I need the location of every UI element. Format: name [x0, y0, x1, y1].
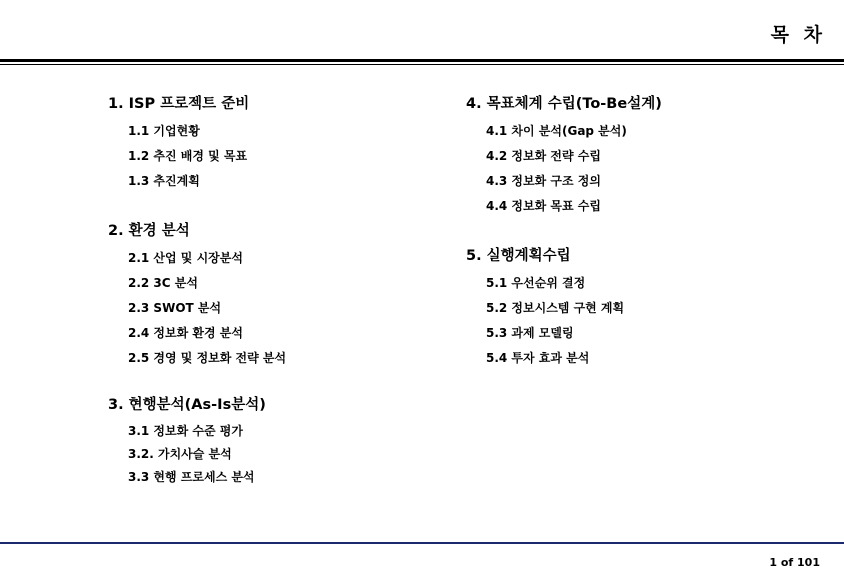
toc-left-column [108, 93, 438, 489]
toc-section-5 [466, 245, 806, 371]
header-divider-thick [0, 59, 844, 62]
sub-list [108, 420, 438, 489]
toc-section-2 [108, 220, 438, 371]
sub-list [108, 119, 438, 194]
toc-section-3 [108, 394, 438, 489]
sub-item: 2.4 정보화 환경 분석 [128, 326, 243, 340]
sub-item: 4.2 정보화 전략 수립 [486, 149, 601, 163]
sub-list [466, 271, 806, 371]
sub-item: 1.1 기업현황 [128, 124, 200, 138]
sub-item: 5.1 우선순위 결정 [486, 276, 586, 290]
sub-item: 3.1 정보화 수준 평가 [128, 424, 243, 438]
toc-section-4 [466, 93, 806, 219]
sub-item: 4.3 정보화 구조 정의 [486, 174, 601, 188]
section-heading: 4. 목표체계 수립(To-Be설계) [466, 96, 662, 112]
footer-divider [0, 542, 844, 544]
sub-item: 4.4 정보화 목표 수립 [486, 199, 601, 213]
toc-section-1 [108, 93, 438, 194]
sub-item: 2.3 SWOT 분석 [128, 301, 222, 315]
sub-item: 4.1 차이 분석(Gap 분석) [486, 124, 627, 138]
toc-right-column [466, 93, 806, 371]
section-heading: 2. 환경 분석 [108, 223, 190, 239]
sub-item: 5.3 과제 모델링 [486, 326, 574, 340]
page-number: 1 of 101 [769, 556, 820, 569]
section-heading: 3. 현행분석(As-Is분석) [108, 397, 266, 413]
sub-item: 2.2 3C 분석 [128, 276, 198, 290]
sub-item: 5.2 정보시스템 구현 계획 [486, 301, 625, 315]
sub-item: 1.2 추진 배경 및 목표 [128, 149, 248, 163]
page-title: 목 차 [770, 24, 826, 46]
sub-list [108, 246, 438, 371]
sub-item: 5.4 투자 효과 분석 [486, 351, 590, 365]
section-heading: 1. ISP 프로젝트 준비 [108, 96, 250, 112]
sub-item: 3.2. 가치사슬 분석 [128, 447, 232, 461]
sub-item: 2.5 경영 및 정보화 전략 분석 [128, 351, 287, 365]
sub-list [466, 119, 806, 219]
section-heading: 5. 실행계획수립 [466, 248, 571, 264]
header-divider-thin [0, 64, 844, 65]
sub-item: 3.3 현행 프로세스 분석 [128, 470, 255, 484]
sub-item: 2.1 산업 및 시장분석 [128, 251, 243, 265]
sub-item: 1.3 추진계획 [128, 174, 200, 188]
